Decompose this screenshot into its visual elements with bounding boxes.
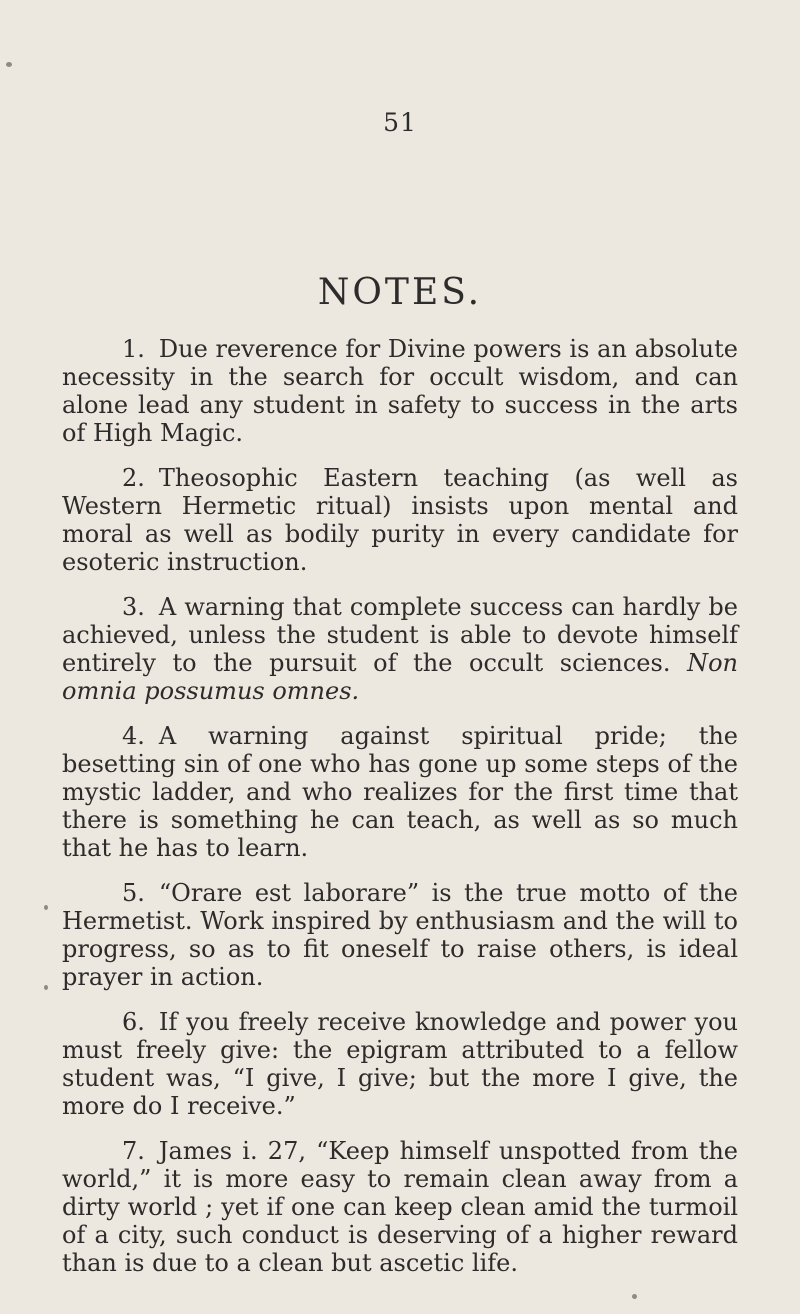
note-item [62,1008,738,1120]
note-item [62,722,738,862]
notes-list [62,335,738,1294]
note-text: A warning against spiritual pride; the besetting sin of one who has gone up some steps of the mystic ladder, and who realizes for the first time that there is something he can teach, as well as so much that he has to learn. [62,722,738,862]
note-text: If you freely receive knowledge and power you must freely give: the epigram attributed to a fellow student was, “I give, I give; but the more I give, the more do I receive.” [62,1008,738,1120]
note-text: “Orare est laborare” is the true motto of the Hermetist. Work inspired by enthusiasm and the will to progress, so as to fit oneself to raise others, is ideal prayer in action. [62,879,738,991]
note-item [62,1137,738,1277]
paper-speck [632,1294,637,1299]
note-text: Theosophic Eastern teaching (as well as Western Hermetic ritual) insists upon mental and moral as well as bodily purity in every candidate for esoteric instruction. [62,464,738,576]
note-number: 2. [122,464,145,492]
note-text: Due reverence for Divine powers is an absolute necessity in the search for occult wisdom, and can alone lead any student in safety to success in the arts of High Magic. [62,335,738,447]
note-number: 3. [122,593,145,621]
note-number: 5. [122,879,145,907]
page-title: NOTES. [317,272,483,313]
note-number: 7. [122,1137,145,1165]
note-item [62,335,738,447]
note-item [62,879,738,991]
paper-speck [6,62,12,67]
note-item [62,464,738,576]
paper-speck [44,985,48,990]
note-text: James i. 27, “Keep himself unspotted from the world,” it is more easy to remain clean away from a dirty world ; yet if one can keep clean amid the turmoil of a city, such conduct is deserving of a higher reward than is due to a clean but ascetic life. [62,1137,738,1277]
page-number: 51 [383,108,417,137]
note-number: 1. [122,335,145,363]
note-item [62,593,738,705]
note-latin-phrase: Non omnia possumus omnes. [62,649,738,705]
note-text: A warning that complete success can hardly be achieved, unless the student is able to devote himself entirely to the pursuit of the occult sciences. [62,593,738,677]
note-number: 6. [122,1008,145,1036]
note-number: 4. [122,722,145,750]
paper-speck [44,905,48,910]
